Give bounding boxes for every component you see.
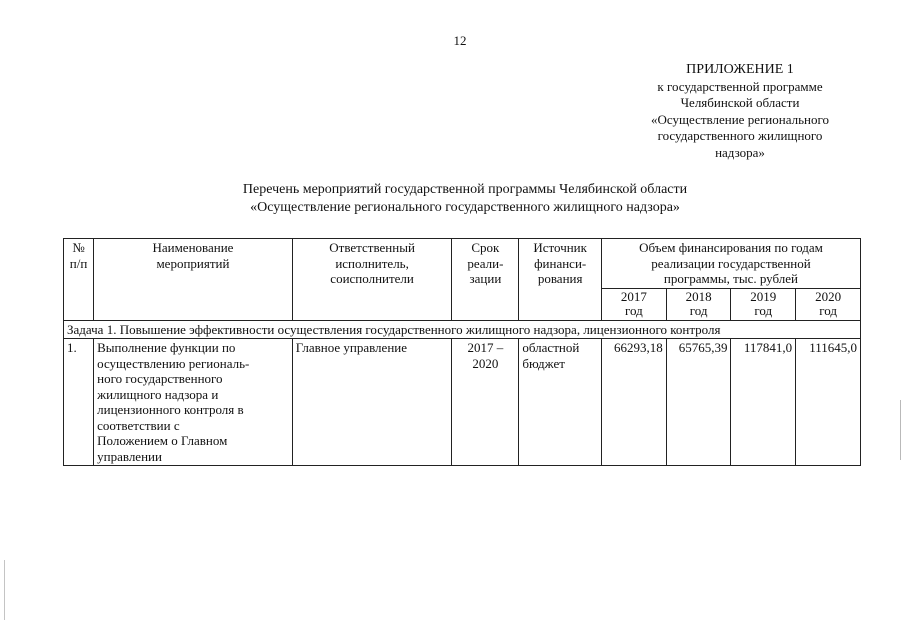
measure-name-word: ного государственного [97,371,223,386]
header-source-line: рования [537,271,583,286]
term-line: 2017 – [467,340,504,355]
measure-name-line: Положением о Главном [97,433,228,448]
header-name [94,239,293,321]
measure-name-line: управлении [97,448,162,464]
table-row [64,339,861,466]
amount-2019: 117841,0 [731,339,796,466]
header-executor-line: Ответственный [329,240,415,255]
header-source-line: финанси- [534,255,587,271]
amount-2020: 111645,0 [796,339,861,466]
header-executor-line: исполнитель, [335,255,409,271]
amount-2017: 66293,18 [601,339,666,466]
document-title [150,181,780,217]
measure-name-line: лицензионного контроля в [97,402,244,417]
header-executor-line: соисполнители [330,271,414,286]
scan-edge-line [900,400,901,460]
measure-name-line: соответствии с [97,417,180,433]
document-title-line-1: Перечень мероприятий государственной программы Челябинской области [242,182,688,197]
amount-2018: 65765,39 [666,339,731,466]
year-label: 2018 [685,288,712,304]
year-unit: год [819,303,837,318]
header-funding-line: Объем финансирования по годам [639,240,823,255]
row-source [519,339,602,466]
row-number: 1. [64,339,94,466]
measures-table [63,238,861,466]
term-line: 2020 [472,355,499,371]
year-label: 2019 [750,288,777,304]
year-label: 2017 [620,288,647,304]
row-executor: Главное управление [292,339,452,466]
header-executor [292,239,452,321]
measure-name-line: осуществлению региональ- [97,355,250,371]
source-line: областной [522,340,580,355]
header-year-2020 [796,288,861,320]
header-source-line: Источник [533,240,587,255]
row-term [452,339,519,466]
task-title: Задача 1. Повышение эффективности осуществления государственного жилищного надзора, лицензионного контроля [64,320,861,339]
measure-name-line: Выполнение функции по [97,340,236,355]
header-term-line: реали- [467,255,504,271]
header-name-line: мероприятий [156,255,230,271]
header-funding-line: реализации государственной [651,255,811,271]
header-year-2017 [601,288,666,320]
header-number [64,239,94,321]
task-row [64,320,861,339]
measure-name-line [97,371,289,387]
appendix-line: к государственной программе [657,78,823,94]
header-source [519,239,602,321]
measure-name-line: жилищного надзора и [97,386,219,402]
table-header-row [64,239,861,289]
header-name-line: Наименование [152,240,234,255]
appendix-line: Челябинской области [680,95,800,110]
year-unit: год [624,303,643,318]
header-term-line: Срок [471,240,500,255]
header-funding-line: программы, тыс. рублей [663,271,799,286]
header-number-line: № [72,240,85,255]
year-unit: год [754,303,773,318]
header-number-line: п/п [69,255,88,271]
document-title-line-2: «Осуществление регионального государственного жилищного надзора» [250,200,680,215]
appendix-line: государственного жилищного [657,128,823,143]
appendix-line: «Осуществление регионального [651,111,829,127]
header-term [452,239,519,321]
row-measure-name [94,339,293,466]
appendix-line: надзора» [715,144,765,160]
header-year-2018 [666,288,731,320]
page-number: 12 [453,33,467,48]
year-label: 2020 [815,288,842,304]
header-term-line: зации [469,271,502,286]
scan-edge-line [4,560,5,620]
header-funding [601,239,860,289]
appendix-title: ПРИЛОЖЕНИЕ 1 [686,62,794,77]
year-unit: год [689,303,708,318]
appendix-block [620,62,860,161]
header-year-2019 [731,288,796,320]
source-line: бюджет [522,355,565,371]
